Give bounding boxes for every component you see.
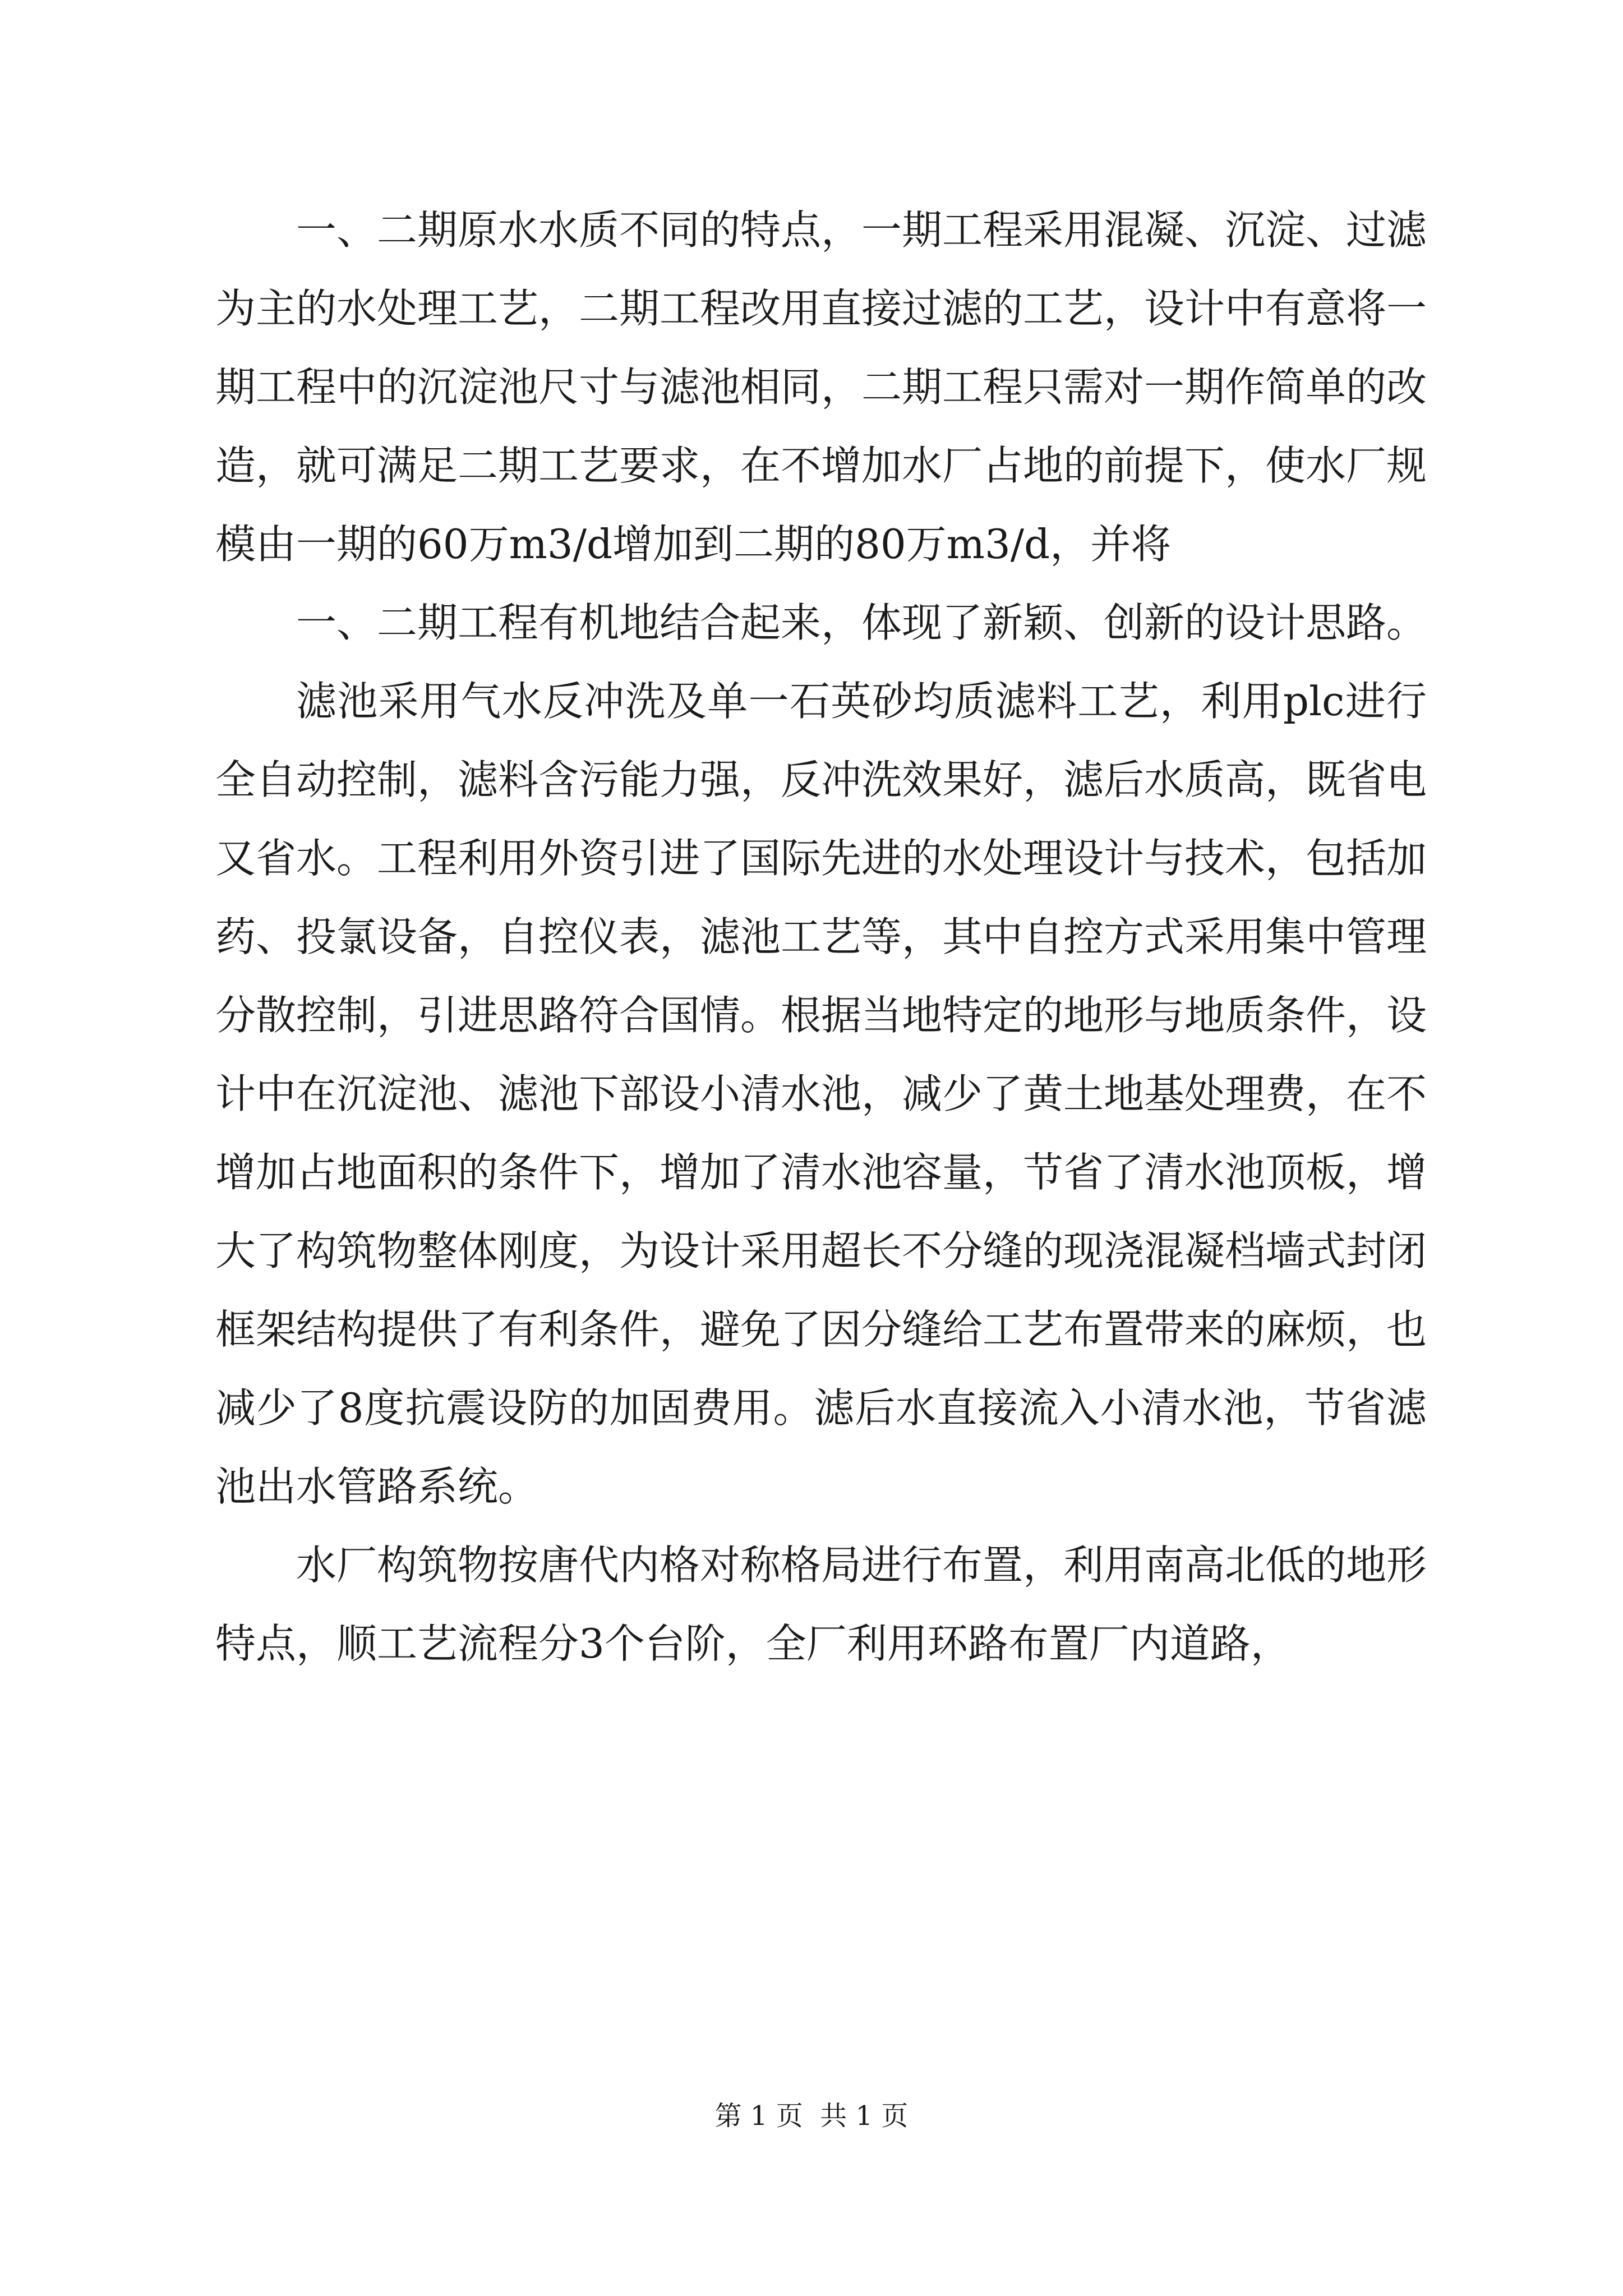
paragraph-2: 一、二期工程有机地结合起来，体现了新颖、创新的设计思路。 <box>296 599 1427 646</box>
body-text <box>215 191 1427 1683</box>
paragraph-3: 滤池采用气水反冲洗及单一石英砂均质滤料工艺，利用plc进行全自动控制，滤料含污能力强，反冲洗效果好，滤后水质高，既省电又省水。工程利用外资引进了国际先进的水处理设计与技术，包括加药、投氯设备，自控仪表，滤池工艺等，其中自控方式采用集中管理分散控制，引进思路符合国情。根据当地特定的地形与地质条件，设计中在沉淀池、滤池下部设小清水池，减少了黄土地基处理费，在不增加占地面积的条件下，增加了清水池容量，节省了清水池顶板，增大了构筑物整体刚度，为设计采用超长不分缝的现浇混凝档墙式封闭框架结构提供了有利条件，避免了因分缝给工艺布置带来的麻烦，也减少了8度抗震设防的加固费用。滤后水直接流入小清水池，节省滤池出水管路系统。 <box>215 678 1427 1510</box>
page-number-label: 第 1 页 共 1 页 <box>714 2100 909 2132</box>
page-footer <box>0 2098 1623 2134</box>
paragraph-4: 水厂构筑物按唐代内格对称格局进行布置，利用南高北低的地形特点，顺工艺流程分3个台阶，全厂利用环路布置厂内道路， <box>215 1542 1427 1667</box>
paragraph-1: 一、二期原水水质不同的特点，一期工程采用混凝、沉淀、过滤为主的水处理工艺，二期工程改用直接过滤的工艺，设计中有意将一期工程中的沉淀池尺寸与滤池相同，二期工程只需对一期作简单的改造，就可满足二期工艺要求，在不增加水厂占地的前提下，使水厂规模由一期的60万m3/d增加到二期的80万m3/d，并将 <box>215 206 1427 568</box>
